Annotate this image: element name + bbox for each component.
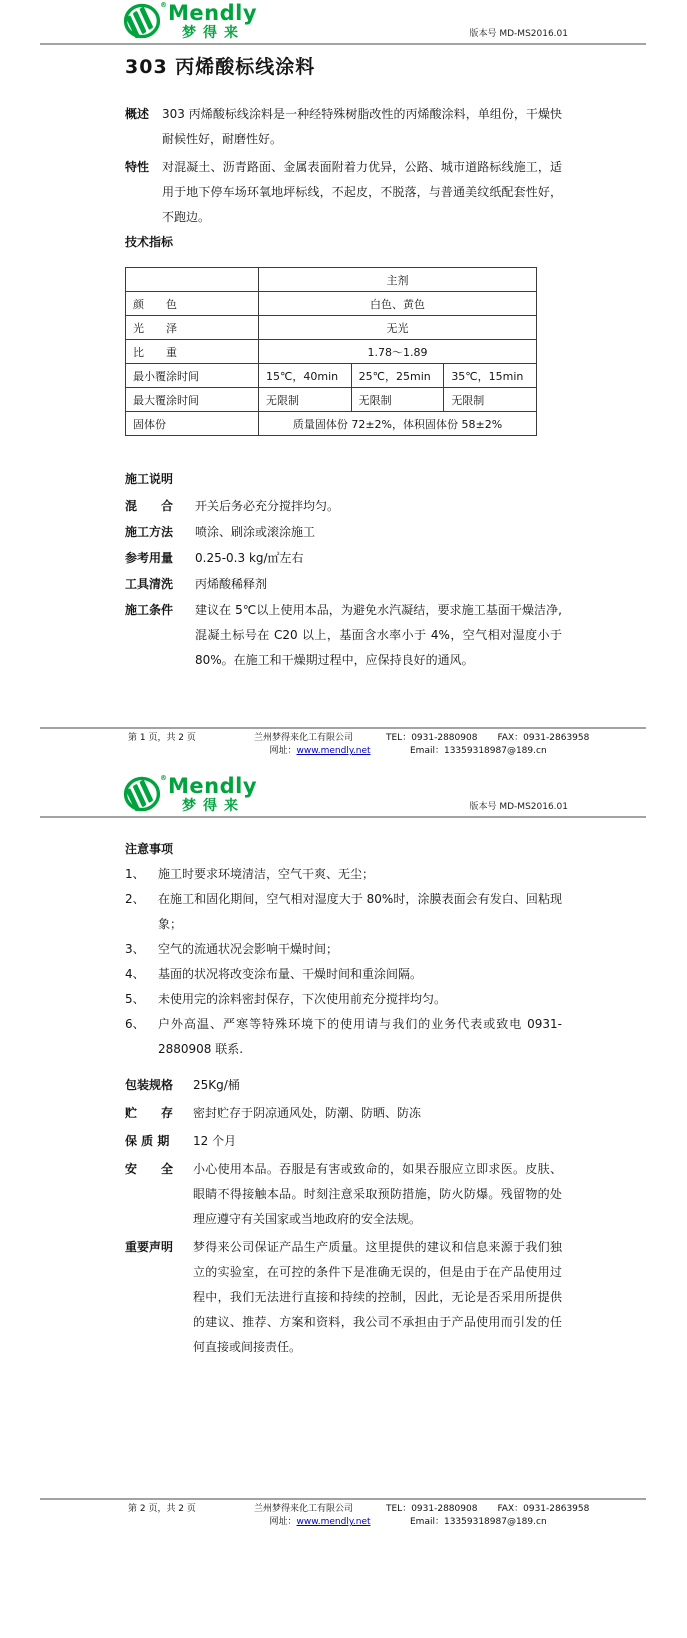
mendly-logo-icon [123, 776, 165, 812]
packaging-text: 25Kg/桶 [193, 1078, 240, 1092]
tel: TEL：0931-2880908 [386, 733, 478, 743]
min-recoat-35c: 35℃，15min [444, 364, 537, 388]
page-number: 第 2 页，共 2 页 [128, 1504, 196, 1514]
table-header-main-agent: 主剂 [259, 268, 537, 292]
mendly-logo [123, 776, 257, 813]
disclaimer-text: 梦得来公司保证产品生产质量。这里提供的建议和信息来源于我们独立的实验室，在可控的条件下是准确无误的，但是由于在产品使用过程中，我们无法进行直接和持续的控制，因此，无论是否采用所提供的建议、推荐、方案和资料，我公司不承担由于产品使用而引发的任何直接或间接责任。 [193, 1240, 562, 1354]
item-text: 在施工和固化期间，空气相对湿度大于 80%时，涂膜表面会有发白、回粘现象； [158, 892, 562, 931]
page1-header [0, 0, 687, 40]
min-recoat-15c: 15℃，40min [259, 364, 352, 388]
item-text: 未使用完的涂料密封保存，下次使用前充分搅拌均匀。 [158, 992, 447, 1006]
features-label: 特性 [125, 160, 150, 174]
packaging-row [125, 1073, 562, 1098]
disclaimer-label: 重要声明 [125, 1240, 174, 1254]
registered-mark: ® [160, 1, 167, 9]
brand-name-cn: 梦得来 [182, 798, 245, 814]
table-row [126, 268, 537, 292]
row-label-min-recoat: 最小覆涂时间 [126, 364, 259, 388]
row-label-color: 颜 色 [126, 292, 259, 316]
item-number: 5、 [125, 992, 145, 1006]
version-number: 版本号 MD-MS2016.01 [469, 29, 568, 39]
mendly-logo [123, 3, 257, 40]
max-recoat-15c: 无限制 [259, 388, 352, 412]
overview-text: 303 丙烯酸标线涂料是一种经特殊树脂改性的丙烯酸涂料，单组份，干燥快耐候性好，耐磨性好。 [162, 107, 562, 146]
header-rule [40, 816, 646, 818]
item-number: 4、 [125, 967, 145, 981]
safety-row [125, 1157, 562, 1232]
table-corner-cell [126, 268, 259, 292]
registered-mark: ® [160, 774, 167, 782]
item-number: 1、 [125, 867, 145, 881]
page1-footer [40, 727, 646, 758]
tech-specs-table [125, 267, 537, 436]
packaging-label: 包装规格 [125, 1078, 174, 1092]
page-1 [0, 0, 687, 765]
min-recoat-25c: 25℃，25min [351, 364, 444, 388]
construction-row-conditions [125, 598, 562, 673]
construction-row-method [125, 520, 562, 545]
tech-specs-title: 技术指标 [125, 235, 174, 249]
safety-label: 安 全 [125, 1162, 174, 1176]
features-section [125, 155, 562, 230]
website-link[interactable]: www.mendly.net [296, 746, 371, 756]
method-label: 施工方法 [125, 525, 174, 539]
storage-row [125, 1101, 562, 1126]
row-value-color: 白色、黄色 [259, 292, 537, 316]
storage-text: 密封贮存于阴凉通风处，防潮、防晒、防冻 [193, 1106, 422, 1120]
company-name: 兰州梦得来化工有限公司 [254, 733, 354, 743]
row-value-density: 1.78～1.89 [259, 340, 537, 364]
row-label-solids: 固体份 [126, 412, 259, 436]
precaution-item [125, 962, 562, 987]
page1-content [0, 54, 687, 673]
table-row [126, 364, 537, 388]
website-link[interactable]: www.mendly.net [296, 1517, 371, 1527]
cleaning-label: 工具清洗 [125, 577, 174, 591]
precaution-item [125, 937, 562, 962]
page-2 [0, 765, 687, 1638]
page-title: 303 丙烯酸标线涂料 [125, 56, 316, 78]
brand-name-en: Mendly [168, 774, 258, 798]
dosage-text: 0.25-0.3 kg/㎡左右 [195, 551, 304, 565]
website-label: 网址： [269, 746, 297, 756]
features-text: 对混凝土、沥青路面、金属表面附着力优异，公路、城市道路标线施工，适用于地下停车场环氧地坪标线，不起皮，不脱落，与普通美纹纸配套性好，不跑边。 [162, 160, 562, 224]
version-number: 版本号 MD-MS2016.01 [469, 802, 568, 812]
row-value-gloss: 无光 [259, 316, 537, 340]
conditions-label: 施工条件 [125, 603, 174, 617]
mixing-text: 开关后务必充分搅拌均匀。 [195, 499, 340, 513]
item-text: 施工时要求环境清洁，空气干爽、无尘； [158, 867, 375, 881]
precaution-item [125, 1012, 562, 1062]
conditions-text: 建议在 5℃以上使用本品，为避免水汽凝结，要求施工基面干燥洁净,混凝土标号在 C20 以上，基面含水率小于 4%，空气相对湿度小于 80%。在施工和干燥期过程中，应保持良好的通风。 [195, 603, 562, 667]
construction-row-cleaning [125, 572, 562, 597]
safety-text: 小心使用本品。吞服是有害或致命的，如果吞服应立即求医。皮肤、眼睛不得接触本品。时刻注意采取预防措施，防火防爆。残留物的处理应遵守有关国家或当地政府的安全法规。 [193, 1162, 562, 1226]
method-text: 喷涂、刷涂或滚涂施工 [195, 525, 316, 539]
header-rule [40, 43, 646, 45]
precaution-item [125, 987, 562, 1012]
table-row [126, 412, 537, 436]
max-recoat-35c: 无限制 [444, 388, 537, 412]
mixing-label: 混 合 [125, 499, 174, 513]
storage-label: 贮 存 [125, 1106, 174, 1120]
disclaimer-row [125, 1235, 562, 1360]
item-text: 空气的流通状况会影响干燥时间； [158, 942, 339, 956]
page2-header [0, 765, 687, 813]
tel: TEL：0931-2880908 [386, 1504, 478, 1514]
item-number: 2、 [125, 892, 145, 906]
precautions-title: 注意事项 [125, 842, 174, 856]
email: Email：13359318987@189.cn [410, 1517, 547, 1527]
website-label: 网址： [269, 1517, 297, 1527]
overview-section [125, 102, 562, 152]
row-label-max-recoat: 最大覆涂时间 [126, 388, 259, 412]
page2-content [0, 837, 687, 1360]
brand-name-cn: 梦得来 [182, 25, 245, 41]
max-recoat-25c: 无限制 [351, 388, 444, 412]
shelf-life-label: 保 质 期 [125, 1134, 170, 1148]
item-text: 基面的状况将改变涂布量、干燥时间和重涂间隔。 [158, 967, 423, 981]
table-row [126, 316, 537, 340]
item-number: 6、 [125, 1017, 145, 1031]
shelf-life-text: 12 个月 [193, 1134, 237, 1148]
construction-row-mixing [125, 494, 562, 519]
row-label-gloss: 光 泽 [126, 316, 259, 340]
item-number: 3、 [125, 942, 145, 956]
company-name: 兰州梦得来化工有限公司 [254, 1504, 354, 1514]
precaution-item [125, 862, 562, 887]
precaution-item [125, 887, 562, 937]
page-number: 第 1 页，共 2 页 [128, 733, 196, 743]
construction-row-dosage [125, 546, 562, 571]
fax: FAX：0931-2863958 [497, 1504, 590, 1514]
table-row [126, 340, 537, 364]
fax: FAX：0931-2863958 [497, 733, 590, 743]
shelf-life-row [125, 1129, 562, 1154]
item-text: 户外高温、严寒等特殊环境下的使用请与我们的业务代表或致电 0931-2880908 联系. [158, 1017, 562, 1056]
overview-label: 概述 [125, 107, 150, 121]
construction-title: 施工说明 [125, 472, 174, 486]
brand-name-en: Mendly [168, 1, 258, 25]
table-row [126, 388, 537, 412]
email: Email：13359318987@189.cn [410, 746, 547, 756]
cleaning-text: 丙烯酸稀释剂 [195, 577, 268, 591]
row-label-density: 比 重 [126, 340, 259, 364]
table-row [126, 292, 537, 316]
mendly-logo-icon [123, 3, 165, 39]
row-value-solids: 质量固体份 72±2%，体积固体份 58±2% [259, 412, 537, 436]
page2-footer [40, 1498, 646, 1529]
dosage-label: 参考用量 [125, 551, 174, 565]
